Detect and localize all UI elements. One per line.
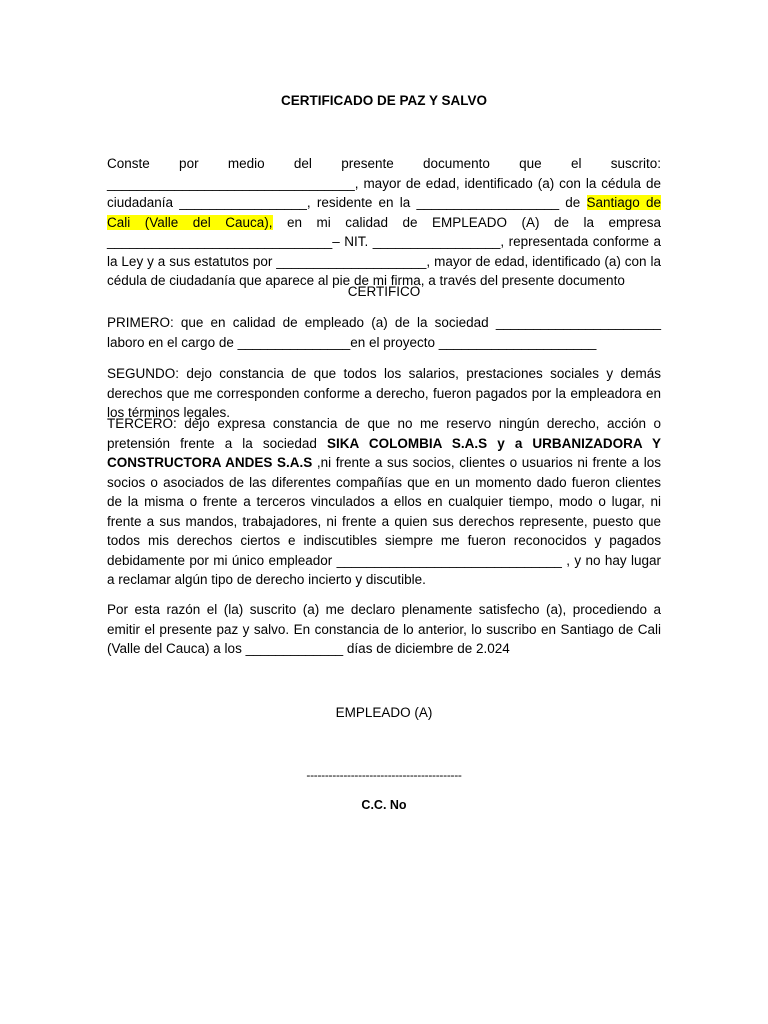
certifico-heading: CERTIFICO (347, 284, 421, 299)
intro-paragraph (107, 154, 661, 291)
intro-highlight: Santiago de Cali (Valle del Cauca), (107, 195, 661, 230)
closing-paragraph: Por esta razón el (la) suscrito (a) me declaro plenamente satisfecho (a), procediendo a emitir el presente paz y salvo. En constancia de lo anterior, lo suscribo en Santiago de Cali (Valle del Cauca) a los _____________ días de diciembre de 2.024 (107, 602, 661, 656)
company-sika: SIKA COLOMBIA S.A.S (327, 435, 488, 451)
document-title: CERTIFICADO DE PAZ Y SALVO (280, 93, 488, 108)
tercero-paragraph (107, 414, 661, 590)
signature-role: EMPLEADO (A) (335, 705, 433, 720)
segundo-paragraph: SEGUNDO: dejo constancia de que todos los salarios, prestaciones sociales y demás derechos que me corresponden conforme a derecho, fueron pagados por la empleadora en los términos legales. (107, 366, 661, 420)
tercero-text-2: ,ni frente a sus socios, clientes o usuarios ni frente a los socios o asociados de las diferentes compañías que en un momento dado fueron clientes de la misma o frente a terceros vinculados a ellos en cualquier tiempo, modo o lugar, ni frente a sus mandos, trabajadores, ni frente a quien sus derechos represente, puesto que todos mis derechos ciertos e indiscutibles siempre me fueron reconocidos y pagados debidamente por mi único empleador ______________________________ , y no hay lugar a reclamar algún tipo de derecho incierto y discutible. (107, 455, 661, 587)
company-urbanizadora: URBANIZADORA Y CONSTRUCTORA ANDES S.A.S (107, 435, 661, 470)
primero-paragraph: PRIMERO: que en calidad de empleado (a) de la sociedad ______________________ laboro en el cargo de _______________en el proyecto _____________________ (107, 315, 661, 350)
tercero-text-1: TERCERO: dejo expresa constancia de que no me reservo ningún derecho, acción o pretensión frente a la sociedad (107, 416, 661, 451)
intro-text-2: en mi calidad de EMPLEADO (A) de la empresa ______________________________– NIT. _________________, representada conforme a la Ley y a sus estatutos por ____________________, mayor de edad, identificado (a) con la cédula de ciudadanía que aparece al pie de mi firma, a través del presente documento (107, 214, 661, 288)
signature-line: ------------------------------------------ (306, 768, 462, 782)
id-number-label: C.C. No (361, 798, 407, 812)
intro-text-1: Conste por medio del presente documento que el suscrito: _________________________________, mayor de edad, identificado (a) con la cédula de ciudadanía _________________, residente en la ___________________ de (107, 156, 661, 210)
tercero-connector: y a (487, 435, 533, 451)
